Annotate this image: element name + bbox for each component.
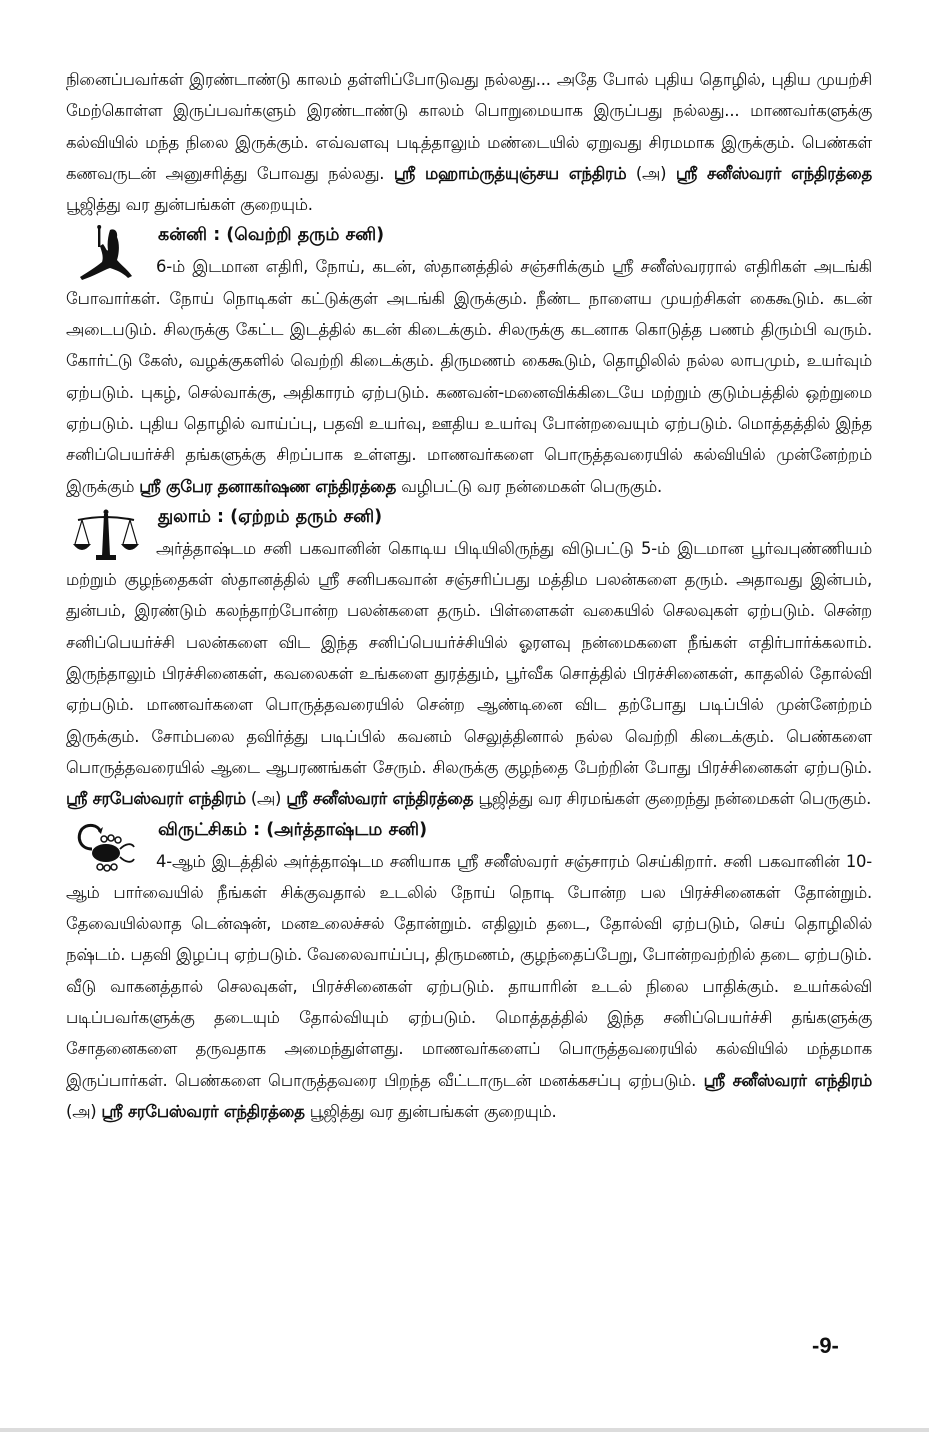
text-run: பூஜித்து வர சிரமங்கள் குறைந்து நன்மைகள் பெருகும். (473, 789, 872, 809)
section-paragraph (66, 533, 872, 815)
text-run: 4-ஆம் இடத்தில் அர்த்தாஷ்டம சனியாக ஸ்ரீ சனீஸ்வரர் சஞ்சாரம் செய்கிறார். சனி பகவானின் 10-ஆம் பார்வையில் நீங்கள் சிக்குவதால் உடலில் நோய் நொடி போன்ற பல பிரச்சினைகள் தோன்றும். தேவையில்லாத டென்ஷன், மனஉலைச்சல் தோன்றும். எதிலும் தடை, தோல்வி ஏற்படும், செய் தொழிலில் நஷ்டம். பதவி இழப்பு ஏற்படும். வேலைவாய்ப்பு, திருமணம், குழந்தைப்பேறு, போன்றவற்றில் தடை ஏற்படும். வீடு வாகனத்தால் செலவுகள், பிரச்சினைகள் ஏற்படும். தாயாரின் உடல் நிலை பாதிக்கும். உயர்கல்வி படிப்பவர்களுக்கு தடையும் தோல்வியும் ஏற்படும். மொத்தத்தில் இந்த சனிப்பெயர்ச்சி தங்களுக்கு சோதனைகளை தருவதாக அமைந்துள்ளது. மாணவர்களைப் பொருத்தவரையில் கல்வியில் மந்தமாக இருப்பார்கள். பெண்களை பொருத்தவரை பிறந்த வீட்டாருடன் மனக்கசப்பு ஏற்படும். (66, 851, 872, 1090)
text-run: 6-ம் இடமான எதிரி, நோய், கடன், ஸ்தானத்தில் சஞ்சரிக்கும் ஸ்ரீ சனீஸ்வரரால் எதிரிகள் அடங்கி போவார்கள். நோய் நொடிகள் கட்டுக்குள் அடங்கி இருக்கும். நீண்ட நாளைய முயற்சிகள் கைகூடும். கடன் அடைபடும். சிலருக்கு கேட்ட இடத்தில் கடன் கிடைக்கும். சிலருக்கு கடனாக கொடுத்த பணம் திரும்பி வரும். கோர்ட்டு கேஸ், வழக்குகளில் வெற்றி கிடைக்கும். திருமணம் கைகூடும், தொழிலில் நல்ல லாபமும், உயர்வும் ஏற்படும். புகழ், செல்வாக்கு, அதிகாரம் ஏற்படும். கணவன்-மனைவிக்கிடையே மற்றும் குடும்பத்தில் ஒற்றுமை ஏற்படும். புதிய தொழில் வாய்ப்பு, பதவி உயர்வு, ஊதிய உயர்வு போன்றவையும் ஏற்படும். மொத்தத்தில் இந்த சனிப்பெயர்ச்சி தங்களுக்கு சிறப்பாக உள்ளது. மாணவர்களை பொருத்தவரையில் கல்வியில் முன்னேற்றம் இருக்கும் (66, 257, 872, 496)
section-heading: விருட்சிகம் : (அர்த்தாஷ்டம சனி) (158, 819, 428, 840)
section-kanni (66, 220, 872, 501)
virgo-icon (70, 224, 142, 282)
section-paragraph (66, 251, 872, 501)
yantra-name: ஸ்ரீ சரபேஸ்வரர் எந்திரத்தை (101, 1101, 305, 1121)
section-paragraph (66, 846, 872, 1128)
yantra-name: ஸ்ரீ சனீஸ்வரர் எந்திரத்தை (675, 163, 873, 183)
page-number: -9- (812, 1333, 839, 1358)
yantra-name: ஸ்ரீ மஹாம்ருத்யுஞ்சய எந்திரம் (393, 163, 627, 183)
text-run: (அ) (245, 789, 287, 809)
section-thulam (66, 502, 872, 815)
section-viruchigam (66, 815, 872, 1128)
yantra-name: ஸ்ரீ சனீஸ்வரர் எந்திரம் (703, 1070, 872, 1090)
scorpio-icon (70, 819, 142, 877)
libra-icon (70, 506, 142, 564)
intro-paragraph (66, 64, 872, 220)
document-page (66, 64, 872, 1127)
text-run: (அ) (626, 163, 676, 183)
bottom-divider (0, 1428, 929, 1432)
text-run: பூஜித்து வர துன்பங்கள் குறையும். (304, 1101, 557, 1121)
text-run: (அ) (66, 1101, 102, 1121)
yantra-name: ஸ்ரீ குபேர தனாகர்ஷண எந்திரத்தை (139, 476, 397, 496)
section-heading: துலாம் : (ஏற்றம் தரும் சனி) (158, 506, 383, 527)
text-run: வழிபட்டு வர நன்மைகள் பெருகும். (396, 476, 663, 496)
text-run: அர்த்தாஷ்டம சனி பகவானின் கொடிய பிடியிலிருந்து விடுபட்டு 5-ம் இடமான பூர்வபுண்ணியம் மற்றும் குழந்தைகள் ஸ்தானத்தில் ஸ்ரீ சனிபகவான் சஞ்சரிப்பது மத்திம பலன்களை தரும். அதாவது இன்பம், துன்பம், இரண்டும் கலந்தாற்போன்ற பலன்களை தரும். பிள்ளைகள் வகையில் செலவுகள் ஏற்படும். சென்ற சனிப்பெயர்ச்சி பலன்களை விட இந்த சனிப்பெயர்ச்சியில் ஓரளவு நன்மைகளை நீங்கள் எதிர்பார்க்கலாம். இருந்தாலும் பிரச்சினைகள், கவலைகள் உங்களை துரத்தும், பூர்வீக சொத்தில் பிரச்சினைகள், காதலில் தோல்வி ஏற்படும். மாணவர்களை பொருத்தவரையில் சென்ற ஆண்டினை விட தற்போது படிப்பில் முன்னேற்றம் இருக்கும். சோம்பலை தவிர்த்து படிப்பில் கவனம் செலுத்தினால் நல்ல வெற்றி கிடைக்கும். பெண்களை பொருத்தவரையில் ஆடை ஆபரணங்கள் சேரும். சிலருக்கு குழந்தை பேற்றின் போது பிரச்சினைகள் ஏற்படும். (66, 538, 872, 777)
section-heading: கன்னி : (வெற்றி தரும் சனி) (158, 225, 385, 246)
yantra-name: ஸ்ரீ சனீஸ்வரர் எந்திரத்தை (286, 789, 474, 809)
text-run: நினைப்பவர்கள் இரண்டாண்டு காலம் தள்ளிப்போடுவது நல்லது... அதே போல் புதிய தொழில், புதிய முயற்சி மேற்கொள்ள இருப்பவர்களும் இரண்டாண்டு காலம் பொறுமையாக இருப்பது நல்லது... மாணவர்களுக்கு கல்வியில் மந்த நிலை இருக்கும். எவ்வளவு படித்தாலும் மண்டையில் ஏறுவது சிரமமாக இருக்கும். பெண்கள் கணவருடன் அனுசரித்து போவது நல்லது. (66, 70, 872, 183)
yantra-name: ஸ்ரீ சரபேஸ்வரர் எந்திரம் (66, 789, 246, 809)
text-run: பூஜித்து வர துன்பங்கள் குறையும். (66, 195, 313, 215)
